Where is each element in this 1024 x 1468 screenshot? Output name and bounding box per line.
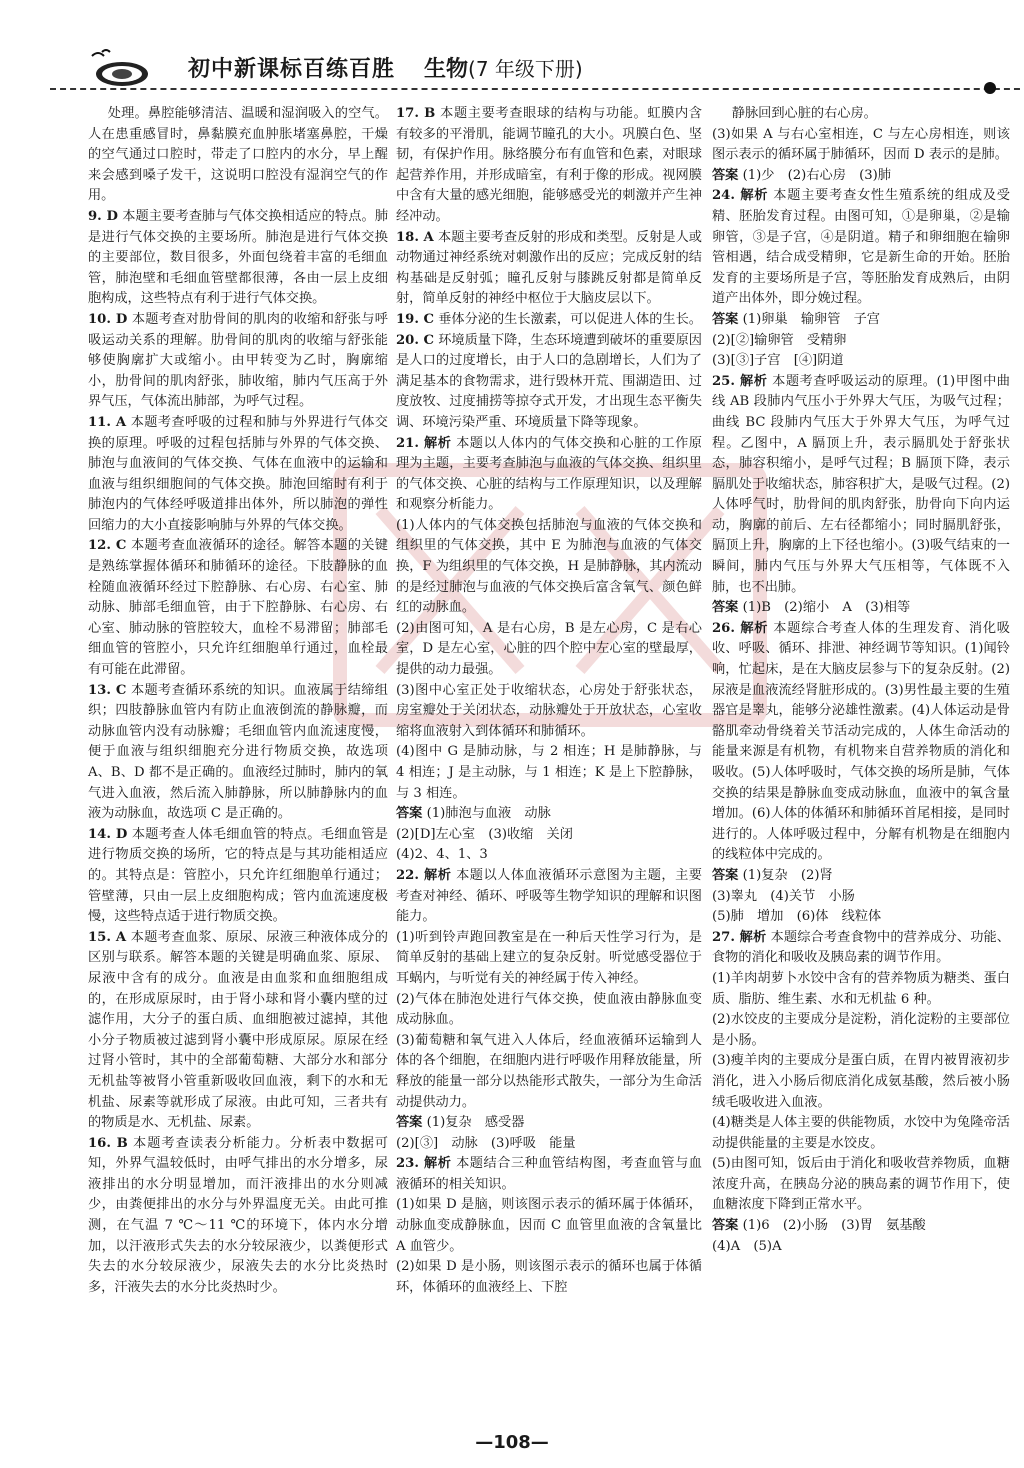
answer-paragraph: [712, 598, 1010, 619]
answer-paragraph: [88, 825, 388, 928]
question-number: 12. C: [88, 538, 127, 554]
answer-paragraph: [396, 331, 702, 434]
answer-text: 本题考查人体毛细血管的特点。毛细血管是进行物质交换的场所，它的特点是与其功能相适应的。其特点是：管腔小，只允许红细胞单行通过；管壁薄，只由一层上皮细胞构成；管内血流速度极慢，这些特点适于进行物质交换。: [88, 826, 388, 925]
answer-label: 答案: [712, 867, 739, 883]
answer-label: 答案: [712, 167, 739, 183]
page-header: [40, 30, 1000, 90]
answer-text: (2)由图可知，A 是右心房，B 是左心房，C 是右心室，D 是左心室，心脏的四个腔中左心室的壁最厚，提供的动力最强。: [396, 620, 702, 678]
answer-text: (1)人体内的气体交换包括肺泡与血液的气体交换和组织里的气体交换，其中 E 为肺泡与血液的气体交换，F 为组织里的气体交换，H 是肺静脉，其内流动的是经过肺泡与血液的气体交换后富含氧气、颜色鲜红的动脉血。: [396, 517, 702, 616]
answer-text: 本题主要考查肺与气体交换相适应的特点。肺是进行气体交换的主要场所。肺泡是进行气体交换的主要部位，数目很多，外面包绕着丰富的毛细血管，肺泡壁和毛细血管壁都很薄，各由一层上皮细胞构成，这些特点有利于进行气体交换。: [88, 208, 389, 307]
answer-text: (1)卵巢 输卵管 子宫: [742, 311, 880, 327]
answer-paragraph: [88, 310, 388, 413]
answer-text: 本题主要考查眼球的结构与功能。虹膜内含有较多的平滑肌，能调节瞳孔的大小。巩膜白色、坚韧，有保护作用。脉络膜分布有血管和色素，对眼球起营养作用，并形成暗室，有利于像的形成。视网膜中含有大量的感光细胞，能够感受光的刺激并产生神经冲动。: [396, 106, 702, 224]
question-number: 23. 解析: [396, 1156, 452, 1172]
answer-paragraph: [396, 619, 702, 681]
answer-paragraph: [396, 1134, 702, 1155]
header-dot: [984, 82, 996, 94]
question-number: 22. 解析: [396, 867, 452, 883]
question-number: 27. 解析: [712, 929, 767, 945]
answer-text: 环境质量下降，生态环境遭到破坏的重要原因是人口的过度增长，由于人口的急剧增长，人们为了满足基本的食物需求，进行毁林开荒、围湖造田、过度放牧、过度捕捞等掠夺式开发，才出现生态平衡失调、环境污染严重、环境质量下降等现象。: [396, 332, 702, 430]
answer-paragraph: [712, 1010, 1010, 1051]
answer-paragraph: [396, 825, 702, 846]
answer-paragraph: [396, 434, 702, 516]
answer-paragraph: [712, 1216, 1010, 1237]
answer-text: 本题综合考查人体的生理发育、消化吸收、呼吸、循环、排泄、神经调节等知识。(1)闻铃响，忙起床，是在大脑皮层参与下的复杂反射。(2)尿液是血液流经肾脏形成的。(3)男性最主要的生殖器官是睾丸，能够分泌雄性激素。(4)人体运动是骨骼肌牵动骨绕着关节活动完成的，人体生命活动的能量来源是有机物，有机物来自营养物质的消化和吸收。(5)人体呼吸时，气体交换的场所是肺，气体交换的结果是静脉血变成动脉血，血液中的氧含量增加。(6)人体的体循环和肺循环首尾相接，是同时进行的。人体呼吸过程中，分解有机物是在细胞内的线粒体中完成的。: [712, 620, 1010, 863]
answer-paragraph: [396, 928, 702, 990]
answer-text: (3)[③]子宫 [④]阴道: [712, 353, 844, 369]
answer-text: (3)葡萄糖和氧气进入人体后，经血液循环运输到人体的各个细胞，在细胞内进行呼吸作用释放能量，所释放的能量一部分以热能形式散失，一部分为生命活动提供动力。: [396, 1032, 702, 1110]
answer-text: (1)羊肉胡萝卜水饺中含有的营养物质为糖类、蛋白质、脂肪、维生素、水和无机盐 6 种。: [712, 970, 1010, 1007]
answer-paragraph: [712, 1154, 1010, 1216]
question-number: 18. A: [396, 229, 434, 245]
answer-text: (2)水饺皮的主要成分是淀粉，消化淀粉的主要部位是小肠。: [712, 1012, 1010, 1048]
answer-paragraph: [712, 887, 1010, 908]
answer-paragraph: [396, 742, 702, 804]
answer-label: 答案: [396, 806, 423, 822]
answer-text: (3)如果 A 与右心室相连，C 与左心房相连，则该图示表示的循环属于肺循环，因而 D 表示的是肺。: [712, 126, 1010, 163]
answer-paragraph: [712, 310, 1010, 331]
answer-paragraph: [396, 1154, 702, 1195]
answer-paragraph: [396, 310, 702, 331]
answer-text: (2)气体在肺泡处进行气体交换，使血液由静脉血变成动脉血。: [396, 991, 702, 1028]
answer-paragraph: [712, 351, 1010, 372]
answer-text: 本题主要考查女性生殖系统的组成及受精、胚胎发育过程。由图可知，①是卵巢，②是输卵管，③是子宫，④是阴道。精子和卵细胞在输卵管相遇，结合成受精卵，它是新生命的开始。胚胎发育的主要场所是子宫，等胚胎发育成熟后，由阴道产出体外，即分娩过程。: [712, 188, 1010, 307]
answer-paragraph: [396, 990, 702, 1031]
answer-paragraph: [712, 331, 1010, 352]
question-number: 16. B: [88, 1135, 128, 1151]
question-number: 19. C: [396, 311, 435, 327]
answer-paragraph: [396, 228, 702, 310]
answer-text: (1)复杂 感受器: [426, 1115, 525, 1131]
answer-text: 本题结合三种血管结构图，考查血管与血液循环的相关知识。: [396, 1156, 702, 1192]
answer-paragraph: [88, 681, 388, 825]
column-middle: [396, 104, 702, 1298]
answer-text: (4)图中 G 是肺动脉，与 2 相连；H 是肺静脉，与 4 相连；J 是主动脉，与 1 相连；K 是上下腔静脉，与 3 相连。: [396, 744, 702, 801]
answer-paragraph: [88, 536, 388, 680]
answer-text: 垂体分泌的生长激素，可以促进人体的生长。: [438, 311, 702, 327]
answer-paragraph: [712, 619, 1010, 866]
answer-text: 本题考查血浆、原尿、尿液三种液体成分的区别与联系。解答本题的关键是明确血浆、原尿、尿液中含有的成分。血液是由血浆和血细胞组成的，在形成原尿时，由于肾小球和肾小囊内壁的过滤作用，大分子的蛋白质、血细胞被过滤掉，其他小分子物质被过滤到肾小囊中形成原尿。原尿在经过肾小管时，其中的全部葡萄糖、大部分水和部分无机盐等被肾小管重新吸收回血液，剩下的水和无机盐、尿素等就形成了尿液。由此可知，三者共有的物质是水、无机盐、尿素。: [88, 929, 388, 1131]
answer-text: (2)[D]左心室 (3)收缩 关闭: [396, 826, 573, 842]
answer-text: (2)如果 D 是小肠，则该图示表示的循环也属于体循环，体循环的血液经上、下腔: [396, 1259, 702, 1295]
answer-text: (1)复杂 (2)肾: [742, 867, 833, 883]
answer-paragraph: [712, 186, 1010, 310]
grade-label: (7 年级下册): [468, 57, 583, 81]
answer-text: 本题考查血液循环的途径。解答本题的关键是熟练掌握体循环和肺循环的途径。下肢静脉的血栓随血液循环经过下腔静脉、右心房、右心室、肺动脉、肺部毛细血管，由于下腔静脉、右心房、右心室、肺动脉的管腔较大，血栓不易滞留；肺部毛细血管的管腔小，只允许红细胞单行通过，血栓最有可能在此滞留。: [88, 538, 388, 678]
answer-text: (4)2、4、1、3: [396, 847, 488, 863]
question-number: 9. D: [88, 208, 118, 224]
answer-text: 本题考查呼吸运动的原理。(1)甲图中曲线 AB 段肺内气压小于外界大气压，为吸气过程；曲线 BC 段肺内气压大于外界大气压，为呼气过程。乙图中，A 膈顶上升，表示膈肌处于舒张状态，肺容积缩小，是呼气过程；B 膈顶下降，表示膈肌处于收缩状态，肺容积扩大，是吸气过程。(2)人体呼气时，肋骨间的肌肉舒张，肋骨向下向内运动，胸廓的前后、左右径都缩小；同时膈肌舒张，膈顶上升，胸廓的上下径也缩小。(3)吸气结束的一瞬间，肺内气压与外界大气压相等，气体既不入肺，也不出肺。: [712, 373, 1010, 595]
answer-text: (1)6 (2)小肠 (3)胃 氨基酸: [742, 1218, 926, 1234]
column-left: [88, 104, 388, 1298]
question-number: 10. D: [88, 311, 128, 327]
question-number: 25. 解析: [712, 373, 768, 389]
answer-paragraph: [712, 907, 1010, 928]
answer-text: 本题考查读表分析能力。分析表中数据可知，外界气温较低时，由呼气排出的水分增多，尿液排出的水分明显增加，而汗液排出的水分则减少，由粪便排出的水分与外界温度无关。由此可推测，在气温 7 ℃～11 ℃的环境下，体内水分增加，以汗液形式失去的水分较尿液少，以粪便形式失去的水分较尿液少，尿液失去的水分比炎热时多，汗液失去的水分比炎热时少。: [88, 1135, 388, 1295]
answer-paragraph: [712, 1051, 1010, 1113]
page-number: —108—: [475, 1432, 549, 1453]
answer-paragraph: [88, 928, 388, 1134]
header-divider: [50, 88, 1024, 90]
answer-paragraph: [88, 104, 388, 207]
question-number: 11. A: [88, 414, 127, 430]
answer-paragraph: [712, 372, 1010, 599]
answer-label: 答案: [712, 1218, 739, 1234]
subject-title: [424, 52, 583, 83]
question-number: 14. D: [88, 826, 128, 842]
column-right: [712, 104, 1010, 1257]
answer-paragraph: [712, 969, 1010, 1010]
answer-text: (5)肺 增加 (6)体 线粒体: [712, 909, 882, 925]
answer-text: (1)听到铃声跑回教室是在一种后天性学习行为，是简单反射的基础上建立的复杂反射。听觉感受器位于耳蜗内，与听觉有关的神经属于传入神经。: [396, 929, 702, 986]
answer-paragraph: [396, 1031, 702, 1113]
question-number: 24. 解析: [712, 188, 769, 204]
answer-text: (4)糖类是人体主要的供能物质，水饺中为兔隆帝活动提供能量的主要是水饺皮。: [712, 1115, 1010, 1151]
answer-paragraph: [396, 1113, 702, 1134]
answer-label: 答案: [712, 600, 739, 616]
answer-paragraph: [396, 516, 702, 619]
answer-text: (4)A (5)A: [712, 1238, 782, 1254]
answer-paragraph: [396, 866, 702, 928]
question-number: 26. 解析: [712, 620, 769, 636]
answer-label: 答案: [712, 311, 739, 327]
answer-text: (1)B (2)缩小 A (3)相等: [742, 600, 911, 616]
question-number: 15. A: [88, 929, 127, 945]
answer-text: (1)如果 D 是脑，则该图示表示的循环属于体循环，动脉血变成静脉血，因而 C 血管里血液的含氧量比 A 血管少。: [396, 1197, 702, 1254]
answer-paragraph: [88, 207, 388, 310]
answer-text: 本题考查对肋骨间的肌肉的收缩和舒张与呼吸运动关系的理解。肋骨间的肌肉的收缩与舒张能够使胸廓扩大或缩小。由甲转变为乙时，胸廓缩小，肋骨间的肌肉舒张，肺收缩，肺内气压高于外界气压，气体流出肺部，为呼气过程。: [88, 311, 388, 410]
answer-paragraph: [396, 1257, 702, 1298]
answer-text: (2)[③] 动脉 (3)呼吸 能量: [396, 1135, 576, 1151]
answer-paragraph: [712, 866, 1010, 887]
answer-paragraph: [396, 104, 702, 228]
book-logo-icon: [88, 48, 152, 90]
answer-text: (2)[②]输卵管 受精卵: [712, 332, 847, 348]
question-number: 20. C: [396, 332, 435, 348]
answer-text: 静脉回到心脏的右心房。: [731, 106, 877, 121]
answer-text: 本题考查呼吸的过程和肺与外界进行气体交换的原理。呼吸的过程包括肺与外界的气体交换、肺泡与血液间的气体交换、气体在血液中的运输和血液与组织细胞间的气体交换。肺泡回缩时有利于肺泡内的气体经呼吸道排出体外，所以肺泡的弹性回缩力的大小直接影响肺与外界的气体交换。: [88, 414, 388, 533]
answer-paragraph: [712, 166, 1010, 187]
answer-text: 本题以人体血液循环示意图为主题，主要考查对神经、循环、呼吸等生物学知识的理解和识图能力。: [396, 867, 702, 925]
answer-paragraph: [396, 1195, 702, 1257]
answer-paragraph: [712, 928, 1010, 969]
answer-text: (1)少 (2)右心房 (3)肺: [742, 167, 891, 183]
answer-text: 处理。鼻腔能够清洁、温暖和湿润吸入的空气。人在患重感冒时，鼻黏膜充血肿胀堵塞鼻腔，干燥的空气通过口腔时，带走了口腔内的水分，早上醒来会感到嗓子发干，这说明口腔没有湿润空气的作用。: [88, 106, 388, 204]
answer-text: (5)由图可知，饭后由于消化和吸收营养物质，血糖浓度升高，在胰岛分泌的胰岛素的调节作用下，使血糖浓度下降到正常水平。: [712, 1156, 1010, 1213]
answer-paragraph: [396, 804, 702, 825]
answer-paragraph: [712, 104, 1010, 125]
question-number: 21. 解析: [396, 435, 452, 451]
answer-paragraph: [88, 1134, 388, 1299]
answer-text: (3)睾丸 (4)关节 小肠: [712, 888, 855, 904]
answer-text: (3)瘦羊肉的主要成分是蛋白质，在胃内被胃液初步消化，进入小肠后彻底消化成氨基酸，然后被小肠绒毛吸收进入血液。: [712, 1053, 1010, 1110]
answer-text: (1)肺泡与血液 动脉: [426, 806, 551, 822]
answer-text: 本题主要考查反射的形成和类型。反射是人或动物通过神经系统对刺激作出的反应；完成反射的结构基础是反射弧；瞳孔反射与膝跳反射都是简单反射，简单反射的神经中枢位于大脑皮层以下。: [396, 229, 702, 307]
answer-paragraph: [712, 1237, 1010, 1258]
answer-paragraph: [396, 681, 702, 743]
book-series-title: 初中新课标百练百胜: [188, 57, 396, 82]
question-number: 13. C: [88, 682, 127, 698]
question-number: 17. B: [396, 106, 436, 121]
answer-text: 本题以人体内的气体交换和心脏的工作原理为主题，主要考查肺泡与血液的气体交换、组织里的气体交换、心脏的结构与工作原理知识，以及理解和观察分析能力。: [396, 435, 702, 513]
subject-name: 生物: [424, 57, 469, 82]
answer-text: 本题综合考查食物中的营养成分、功能、食物的消化和吸收及胰岛素的调节作用。: [712, 929, 1010, 966]
answer-label: 答案: [396, 1115, 423, 1131]
answer-paragraph: [712, 125, 1010, 166]
answer-paragraph: [88, 413, 388, 537]
answer-paragraph: [712, 1113, 1010, 1154]
answer-paragraph: [396, 845, 702, 866]
answer-text: 本题考查循环系统的知识。血液属于结缔组织；四肢静脉血管内有防止血液倒流的静脉瓣，而动脉血管内没有动脉瓣；毛细血管内血流速度慢，便于血液与组织细胞充分进行物质交换，故选项 A、B、D 都不是正确的。血液经过肺时，肺内的氧气进入血液，然后流入肺静脉，所以肺静脉内的血液为动脉血，故选项 C 是正确的。: [88, 682, 388, 822]
answer-text: (3)图中心室正处于收缩状态，心房处于舒张状态，房室瓣处于关闭状态，动脉瓣处于开放状态，心室收缩将血液射入到体循环和肺循环。: [396, 682, 702, 739]
